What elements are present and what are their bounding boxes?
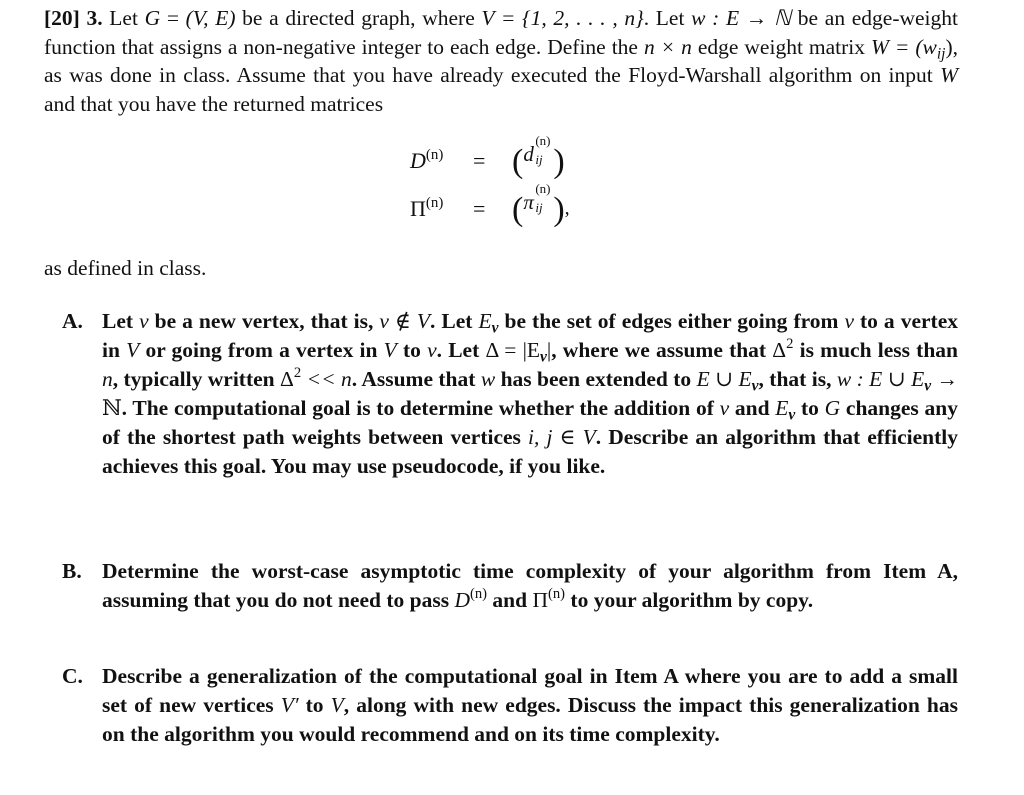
- comma: ,: [564, 197, 570, 219]
- math-Delta: Δ: [772, 337, 787, 362]
- math-E: E: [478, 309, 492, 333]
- item-A: [62, 307, 958, 480]
- math-pi: π: [523, 190, 534, 214]
- item-text: , where we assume that: [551, 337, 773, 362]
- equation-lhs: [410, 196, 443, 222]
- problem-number: 3.: [86, 6, 103, 30]
- math-superscript: (n): [469, 586, 488, 603]
- item-A-text: [102, 307, 958, 480]
- math-square: 2: [786, 336, 794, 353]
- math-Pi: Π: [532, 587, 548, 612]
- math-D: D: [454, 587, 470, 612]
- equals-sign: =: [473, 196, 486, 221]
- item-text: . Let: [436, 337, 486, 362]
- item-text: has been extended to: [495, 366, 697, 391]
- equation-D: [400, 133, 640, 184]
- math-v: v: [427, 337, 437, 362]
- item-text: . Assume that: [351, 366, 481, 391]
- intro-text: be an edge-weight function that assigns a non-negative integer to each edge. Define the: [44, 6, 958, 59]
- left-paren: (: [512, 143, 524, 180]
- math-v: v: [719, 395, 730, 420]
- intro-text: be a directed graph, where: [235, 6, 482, 30]
- item-text: Let: [102, 309, 140, 333]
- math-W-def: W = (w: [870, 34, 937, 59]
- item-text: . The computational goal is to determine whether the addition of: [121, 395, 720, 420]
- item-C: [62, 662, 958, 749]
- math-subscript: v: [491, 319, 499, 337]
- math-much-less: << n: [301, 366, 352, 391]
- math-G: G: [824, 395, 841, 420]
- problem-intro: [20] 3. Let G = (V, E) be a directed graph, where V = {1, 2, . . . , n}. Let w : E → ℕ be an edge-weight function that assigns a non-negative integer to each edge. Define the n × n edge weight matrix $W = (w_{ij})$, as was done in class. Assume that you have already executed the Floyd-Warshall algorithm on input W and that you have the returned matrices: [44, 6, 958, 117]
- intro-text: Let: [109, 6, 145, 30]
- item-text: and: [729, 395, 776, 420]
- math-Delta: Δ: [280, 366, 294, 391]
- math-arrow-N: → ℕ: [102, 366, 959, 420]
- math-n: n: [102, 366, 113, 391]
- item-text: . Let: [430, 309, 479, 333]
- math-Pi: Π: [410, 196, 426, 221]
- item-text: , along with new edges. Discuss the impact this generalization has on the algorithm you would recommend and on its time complexity.: [102, 692, 958, 746]
- math-G: G: [144, 6, 161, 30]
- equation-rhs: [512, 133, 565, 181]
- item-text: , that is,: [758, 366, 837, 391]
- item-C-text: [102, 662, 958, 749]
- item-label: B.: [62, 559, 82, 583]
- item-text: is much less than: [793, 337, 958, 362]
- math-superscript: (n): [535, 181, 551, 196]
- math-w: w: [480, 366, 496, 391]
- item-text: and: [487, 587, 533, 612]
- math-superscript: (n): [425, 147, 444, 164]
- math-ij-in-V: i, j ∈ V: [528, 424, 596, 449]
- math-W: W: [940, 63, 958, 88]
- math-v: v: [844, 309, 854, 333]
- item-text: or going from a vertex in: [139, 337, 384, 362]
- after-equations-text: as defined in class.: [44, 256, 207, 280]
- math-superscript: (n): [547, 586, 566, 603]
- math-E-union-Ev: E ∪ E: [696, 366, 752, 391]
- item-text: be the set of edges either going from: [498, 309, 845, 333]
- math-Delta-def: Δ = |E: [485, 337, 541, 362]
- math-abs: |: [546, 337, 552, 362]
- math-square: 2: [293, 365, 302, 382]
- item-label: C.: [62, 664, 83, 688]
- intro-text: and that you have the returned matrices: [44, 92, 384, 117]
- math-E: E: [775, 395, 789, 420]
- item-text: changes any of the shortest path weights between vertices: [102, 395, 958, 449]
- intro-text: edge weight matrix: [691, 34, 871, 59]
- item-text: Determine the worst-case asymptotic time complexity of your algorithm from Item A, assuming that you do not need to pass: [102, 559, 958, 612]
- math-pi-ij-n: [523, 181, 553, 218]
- item-B-text: [102, 557, 958, 615]
- math-subscript: v: [751, 377, 759, 395]
- item-text: to a vertex in: [102, 309, 958, 362]
- math-v-notin-V: v ∉ V: [379, 309, 431, 333]
- math-subscript: ij: [535, 152, 543, 167]
- math-superscript: (n): [425, 195, 444, 212]
- item-text: Describe a generalization of the computational goal in Item A where you are to add a small set of new vertices: [102, 664, 958, 717]
- math-subscript: v: [540, 348, 547, 366]
- problem-points: [20]: [44, 6, 80, 30]
- math-v: v: [139, 309, 149, 333]
- item-text: . Describe an algorithm that efficiently achieves this goal. You may use pseudocode, if you like.: [102, 424, 959, 478]
- math-n-by-n: n × n: [643, 34, 692, 59]
- math-V: V: [126, 337, 140, 362]
- math-V-prime: V′: [280, 692, 299, 717]
- intro-text: . Let: [643, 6, 692, 30]
- right-paren: ): [553, 191, 565, 228]
- item-text: to: [298, 692, 331, 717]
- equation-rhs: [512, 181, 570, 229]
- right-paren: ): [553, 143, 565, 180]
- item-text: , typically written: [112, 366, 281, 391]
- math-subscript: ij: [936, 45, 946, 63]
- math-V: V: [330, 692, 344, 717]
- intro-text: , as was done in class. Assume that you have already executed the Floyd-Warshall algorithm on input: [44, 34, 958, 88]
- equation-lhs: [410, 148, 443, 174]
- item-text: to: [795, 395, 825, 420]
- math-subscript: v: [924, 377, 932, 395]
- item-label: A.: [62, 309, 83, 333]
- math-VE: (V, E): [185, 6, 236, 30]
- item-B: [62, 557, 958, 615]
- left-paren: (: [512, 191, 524, 228]
- item-text: to your algorithm by copy.: [565, 587, 814, 612]
- math-w-extended: w : E ∪ E: [836, 366, 925, 391]
- math-d-ij-n: [523, 133, 553, 170]
- math-superscript: (n): [535, 133, 551, 148]
- math-paren: ): [945, 34, 953, 59]
- math-d: d: [523, 142, 534, 166]
- math-weight-function: w : E → ℕ: [691, 6, 792, 30]
- equals-sign: =: [473, 148, 486, 173]
- item-text: to: [396, 337, 428, 362]
- math-D: D: [410, 148, 426, 173]
- math-V: V: [383, 337, 397, 362]
- math-subscript: v: [788, 406, 796, 424]
- math-subscript: ij: [535, 200, 543, 215]
- math-vertex-set: V = {1, 2, . . . , n}: [481, 6, 644, 30]
- item-text: be a new vertex, that is,: [148, 309, 380, 333]
- equation-Pi: [400, 181, 640, 232]
